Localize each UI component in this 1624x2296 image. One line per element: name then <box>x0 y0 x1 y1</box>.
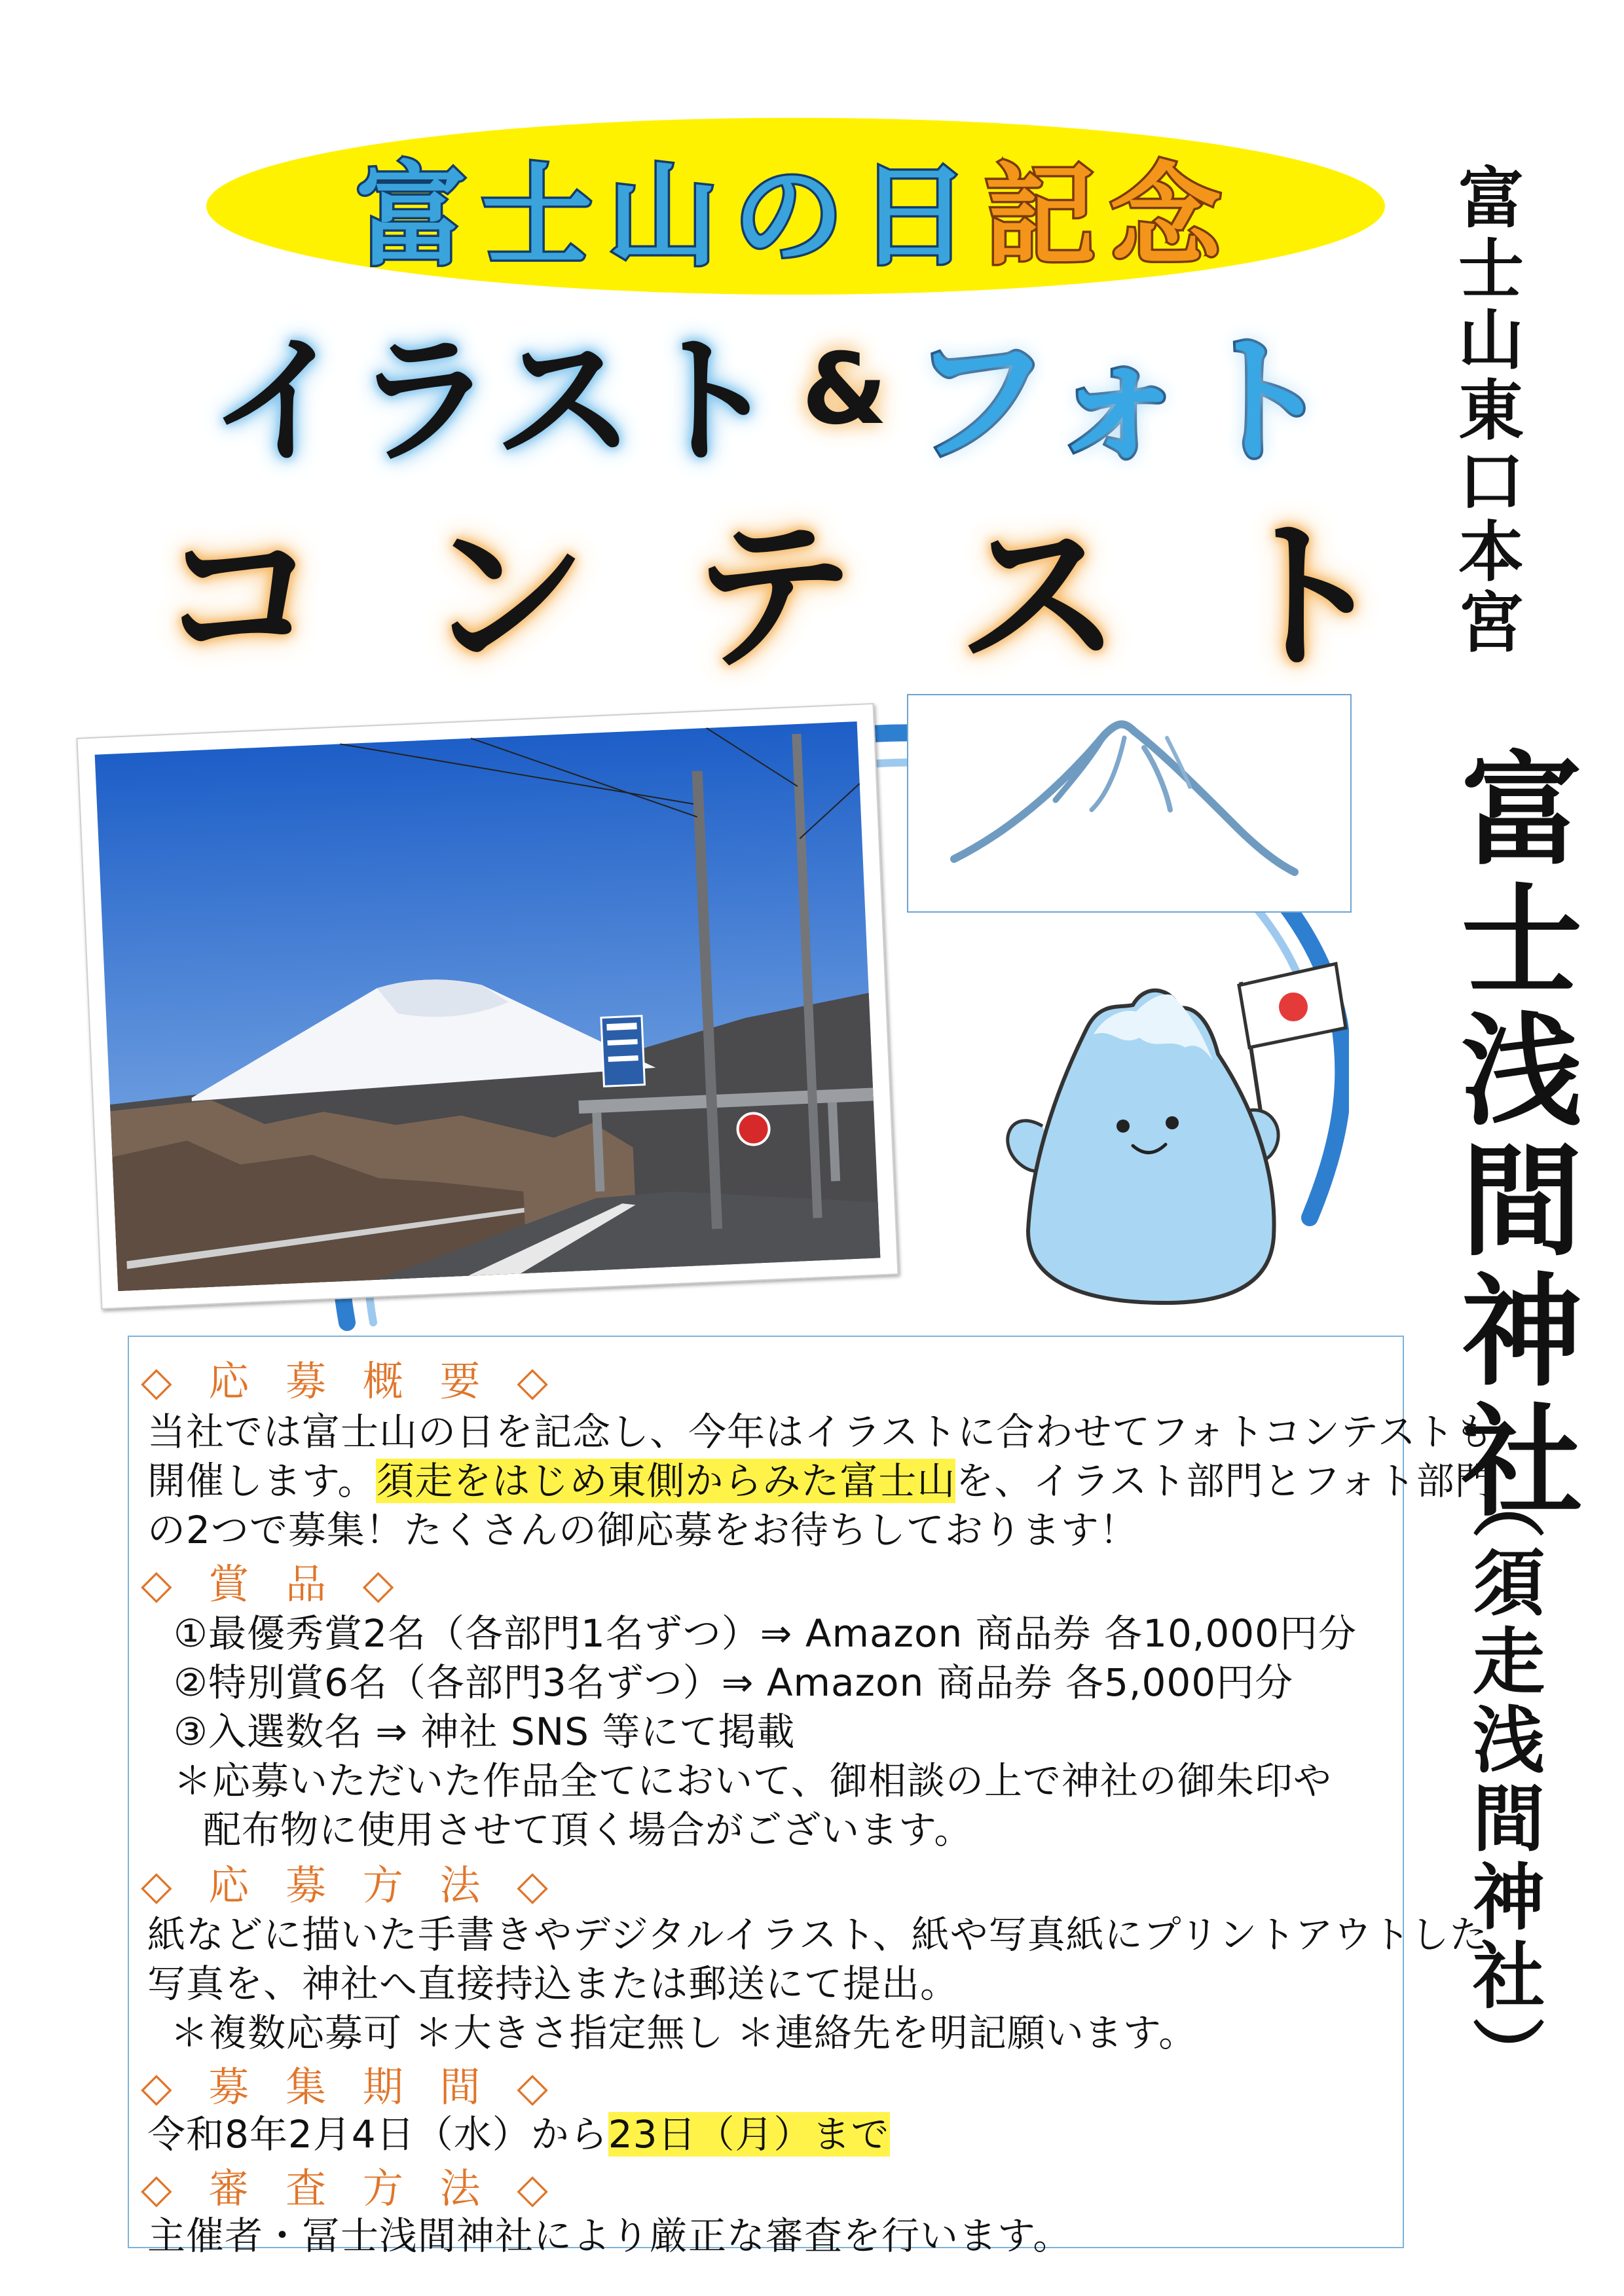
section-heading-prizes: ◇ 賞 品 ◇ <box>141 1560 406 1608</box>
period-end-highlight: 23日（月）まで <box>608 2112 890 2157</box>
period-start: 令和8年2月4日（水）から <box>147 2112 608 2157</box>
title-contest-char: ト <box>1225 501 1388 692</box>
title-contest-char: ス <box>957 501 1122 692</box>
section-heading-overview: ◇ 応 募 概 要 ◇ <box>141 1357 560 1405</box>
shrine-main-name: 富士浅間神社 <box>1441 746 1582 1528</box>
mascot-fuji-character <box>982 956 1388 1322</box>
method-line-1: 紙などに描いた手書きやデジタルイラスト、紙や写真紙にプリントアウトした <box>147 1912 1488 1957</box>
shrine-sub-name: （須走浅間神社） <box>1461 1467 1545 2095</box>
prize-note-2: 配布物に使用させて頂く場合がございます。 <box>203 1808 973 1852</box>
title-fujisan-no-hi: 富士山の日 <box>355 151 984 282</box>
overview-line-3: の2つで募集！たくさんの御応募をお待ちしております！ <box>147 1508 1138 1552</box>
overview-line-2-end: を、イラスト部門とフォト部門 <box>955 1459 1494 1503</box>
mt-fuji-photo-image <box>78 704 898 1308</box>
prize-item-2: ②特別賞6名（各部門3名ずつ）⇒ Amazon 商品券 各5,000円分 <box>174 1660 1294 1705</box>
overview-line-2 <box>147 1450 1494 1505</box>
title-line-1 <box>206 131 1385 282</box>
judging-line: 主催者・冨士浅間神社により厳正な審査を行います。 <box>147 2214 1072 2258</box>
prize-note-1: ＊応募いただいた作品全てにおいて、御相談の上で神社の御朱印や <box>174 1758 1332 1803</box>
section-heading-method: ◇ 応 募 方 法 ◇ <box>141 1861 560 1909</box>
title-line-3 <box>157 484 1388 692</box>
title-ampersand: & <box>802 333 892 446</box>
prize-item-3: ③入選数名 ⇒ 神社 SNS 等にて掲載 <box>174 1709 796 1754</box>
title-contest-char: テ <box>691 501 855 692</box>
title-kinen: 記念 <box>984 151 1236 282</box>
overview-highlight: 須走をはじめ東側からみた富士山 <box>376 1459 956 1503</box>
title-illust: イラスト <box>208 319 784 483</box>
mt-fuji-photo <box>77 703 899 1309</box>
title-contest-char: ン <box>424 501 588 692</box>
period-line <box>147 2104 890 2159</box>
method-line-2: 写真を、神社へ直接持込または郵送にて提出。 <box>147 1961 959 2006</box>
overview-line-2-start: 開催します。 <box>147 1459 377 1503</box>
section-heading-judging: ◇ 審 査 方 法 ◇ <box>141 2164 560 2212</box>
shrine-upper-name: 富士山東口本宮 <box>1447 164 1524 659</box>
method-line-3: ＊複数応募可 ＊大きさ指定無し ＊連絡先を明記願います。 <box>170 2011 1198 2055</box>
section-heading-period: ◇ 募 集 期 間 ◇ <box>141 2063 560 2111</box>
mt-fuji-sketch <box>907 694 1352 913</box>
mt-fuji-brush-drawing <box>908 695 1350 911</box>
japan-flag-sun-icon <box>1279 993 1308 1021</box>
prize-item-1: ①最優秀賞2名（各部門1名ずつ）⇒ Amazon 商品券 各10,000円分 <box>174 1611 1357 1656</box>
overview-line-1: 当社では富士山の日を記念し、今年はイラストに合わせてフォトコンテストも <box>147 1410 1494 1454</box>
title-contest-char: コ <box>157 501 321 692</box>
title-line-2 <box>131 298 1414 481</box>
title-photo: フォト <box>910 319 1337 483</box>
